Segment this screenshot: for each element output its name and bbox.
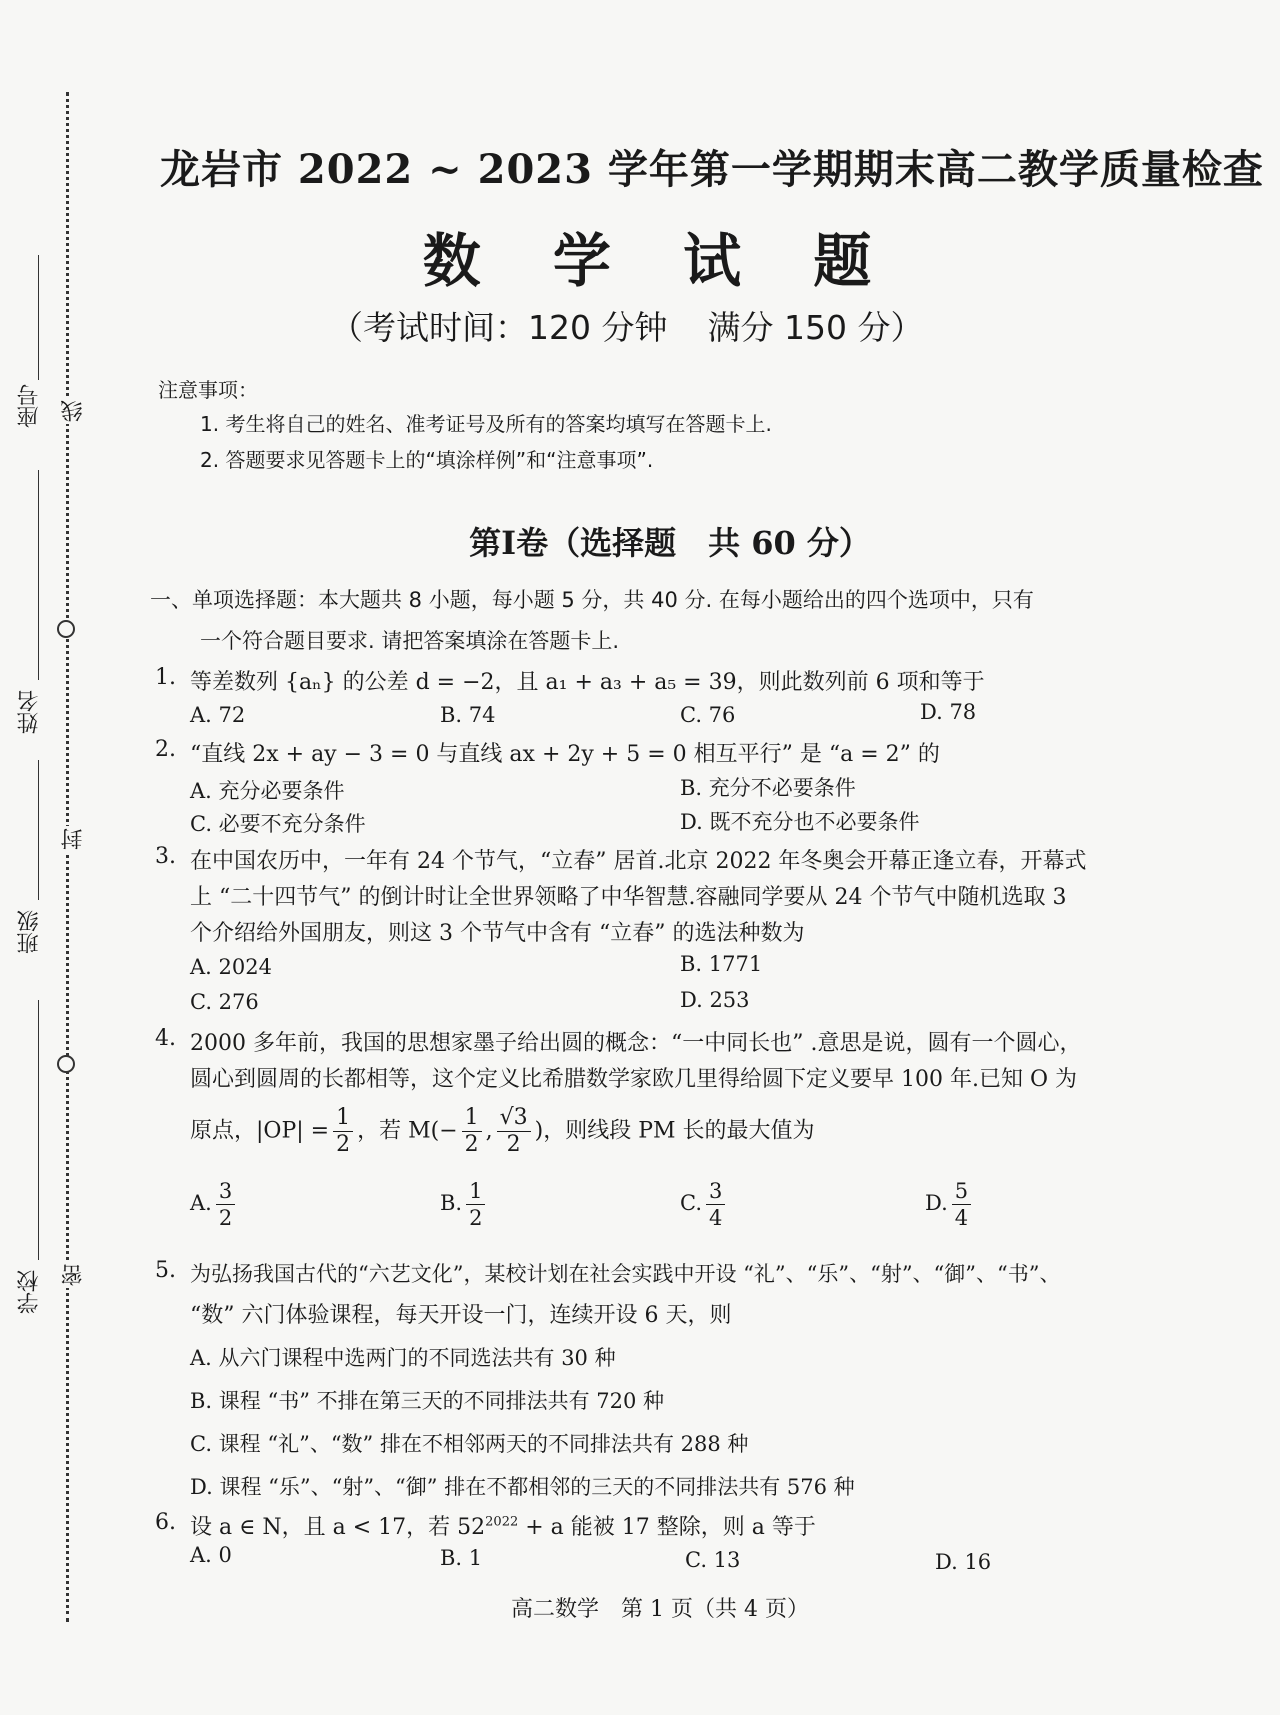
option: D. 253 [680, 988, 750, 1012]
option: A. 0 [190, 1543, 232, 1567]
field-name-underline [38, 470, 39, 680]
option [925, 1178, 975, 1231]
question-number: 3. [155, 844, 176, 869]
option [680, 1178, 729, 1231]
option-label: B. [440, 1191, 463, 1215]
notice-item: 2. 答题要求见答题卡上的“填涂样例”和“注意事项”. [200, 448, 654, 472]
formula-text: 原点，|OP| = [190, 1118, 330, 1144]
question-number: 2. [155, 737, 176, 762]
option: D. 16 [935, 1550, 992, 1574]
field-school-underline [38, 1000, 39, 1260]
option: A. 2024 [190, 955, 272, 979]
field-seat-number: 座号 [17, 384, 42, 428]
field-school: 学校 [17, 1270, 42, 1314]
formula-text: + a 能被 17 整除，则 a 等于 [518, 1515, 816, 1540]
fraction [952, 1178, 971, 1231]
field-class-underline [38, 760, 39, 900]
fraction-denominator: 4 [954, 1206, 969, 1230]
fraction-denominator: 2 [464, 1132, 479, 1157]
cut-word-seal: 封 [58, 826, 89, 852]
question-text: 为弘扬我国古代的“六艺文化”，某校计划在社会实践中开设 “礼”、“乐”、“射”、“御”、“书”、 [190, 1262, 1061, 1286]
option: A. 充分必要条件 [190, 779, 345, 803]
option: D. 既不充分也不必要条件 [680, 810, 920, 834]
question-text [190, 1510, 816, 1541]
subject-title: 数 学 试 题 [422, 227, 898, 295]
fraction-numerator: 1 [333, 1105, 353, 1132]
formula-text: )，则线段 PM 长的最大值为 [534, 1118, 815, 1144]
question-text: 2000 多年前，我国的思想家墨子给出圆的概念：“一中同长也” .意思是说，圆有一个圆心， [190, 1031, 1082, 1056]
binding-hole-circle [57, 1055, 75, 1073]
fraction-numerator: 5 [952, 1178, 971, 1205]
formula-text: ，若 M(− [357, 1118, 458, 1144]
option: B. 1 [440, 1546, 483, 1570]
fraction-numerator: 3 [706, 1178, 725, 1205]
full-score: 满分 150 分） [707, 308, 924, 347]
fraction [497, 1105, 531, 1158]
cut-word-secret: 密 [58, 1262, 89, 1288]
option-label: D. [925, 1191, 948, 1215]
fraction-denominator: 2 [506, 1132, 521, 1157]
exponent: 2022 [485, 1514, 519, 1530]
notice-item: 1. 考生将自己的姓名、准考证号及所有的答案均填写在答题卡上. [200, 412, 772, 436]
page-footer: 高二数学 第 1 页（共 4 页） [511, 1597, 809, 1622]
fraction [333, 1105, 353, 1158]
question-text: 上 “二十四节气” 的倒计时让全世界领略了中华智慧.容融同学要从 24 个节气中随机选取 3 [190, 885, 1067, 910]
fraction-numerator: 1 [466, 1178, 485, 1205]
fraction-numerator: 1 [462, 1105, 482, 1132]
option: D. 78 [920, 700, 977, 724]
exam-title: 龙岩市 2022 ~ 2023 学年第一学期期末高二教学质量检查 [160, 146, 1264, 193]
question-text: 圆心到圆周的长都相等，这个定义比希腊数学家欧几里得给圆下定义要早 100 年.已知 O 为 [190, 1067, 1077, 1092]
option: A. 从六门课程中选两门的不同选法共有 30 种 [190, 1346, 616, 1370]
question-text: 在中国农历中，一年有 24 个节气，“立春” 居首.北京 2022 年冬奥会开幕正逢立春，开幕式 [190, 849, 1087, 874]
question-number: 6. [155, 1510, 176, 1535]
field-class: 班级 [17, 910, 42, 954]
question-number: 5. [155, 1258, 176, 1283]
fraction-denominator: 2 [469, 1206, 483, 1230]
fraction [216, 1178, 235, 1231]
option: C. 13 [685, 1548, 741, 1572]
notice-title: 注意事项： [158, 378, 258, 402]
option: B. 74 [440, 703, 496, 727]
fraction [706, 1178, 725, 1231]
question-formula-line [190, 1105, 815, 1158]
fraction [462, 1105, 482, 1158]
fraction-numerator: √3 [497, 1105, 531, 1132]
binding-hole-circle [57, 620, 75, 638]
option [440, 1178, 489, 1231]
option: C. 课程 “礼”、“数” 排在不相邻两天的不同排法共有 288 种 [190, 1432, 749, 1456]
section-instruction: 一个符合题目要求. 请把答案填涂在答题卡上. [200, 629, 620, 653]
fraction [466, 1178, 485, 1231]
option-label: C. [680, 1191, 702, 1215]
option [190, 1178, 239, 1231]
option: C. 必要不充分条件 [190, 812, 366, 836]
field-name: 姓名 [17, 690, 42, 734]
question-number: 4. [155, 1026, 176, 1051]
fraction-numerator: 3 [216, 1178, 235, 1205]
option: D. 课程 “乐”、“射”、“御” 排在不都相邻的三天的不同排法共有 576 种 [190, 1475, 855, 1499]
formula-text: , [485, 1118, 493, 1144]
question-number: 1. [155, 665, 176, 690]
option: C. 276 [190, 990, 259, 1014]
cut-word-line: 线 [58, 398, 89, 424]
part-title: 第Ⅰ卷（选择题 共 60 分） [469, 524, 871, 562]
option: B. 充分不必要条件 [680, 776, 856, 800]
fraction-denominator: 4 [709, 1206, 723, 1230]
question-text: “数” 六门体验课程，每天开设一门，连续开设 6 天，则 [190, 1303, 732, 1328]
question-text: “直线 2x + ay − 3 = 0 与直线 ax + 2y + 5 = 0 相互平行” 是 “a = 2” 的 [190, 742, 940, 767]
option: B. 1771 [680, 952, 763, 976]
option-label: A. [190, 1191, 212, 1215]
exam-time-info [330, 302, 923, 349]
exam-time: （考试时间：120 分钟 [330, 308, 668, 347]
question-text: 等差数列 {aₙ} 的公差 d = −2，且 a₁ + a₃ + a₅ = 39，则此数列前 6 项和等于 [190, 670, 985, 695]
binding-dotted-line [66, 92, 69, 1622]
fraction-denominator: 2 [336, 1132, 351, 1157]
section-instruction: 一、单项选择题：本大题共 8 小题，每小题 5 分，共 40 分. 在每小题给出的四个选项中，只有 [150, 588, 1034, 612]
formula-text: 设 a ∈ N，且 a < 17，若 52 [190, 1515, 486, 1540]
option: B. 课程 “书” 不排在第三天的不同排法共有 720 种 [190, 1389, 665, 1413]
option: C. 76 [680, 703, 736, 727]
fraction-denominator: 2 [218, 1206, 233, 1230]
option: A. 72 [190, 703, 246, 727]
question-text: 个介绍给外国朋友，则这 3 个节气中含有 “立春” 的选法种数为 [190, 921, 805, 946]
